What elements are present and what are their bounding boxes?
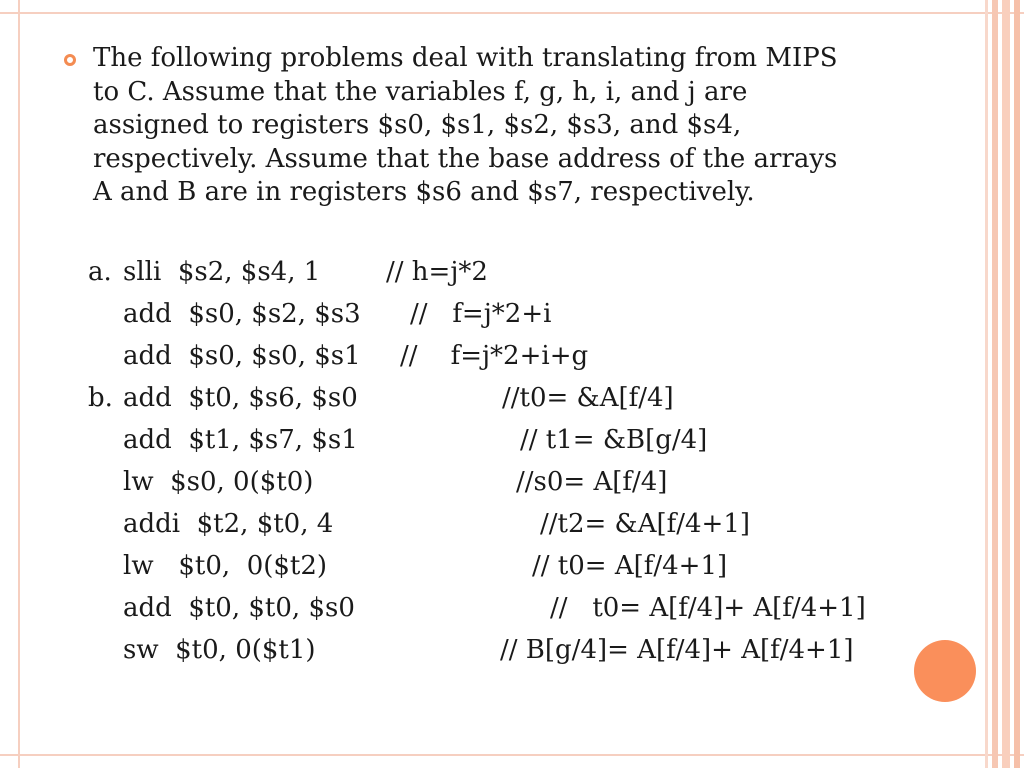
comment: // f=j*2+i+g <box>400 341 589 371</box>
frame-line-left <box>18 0 20 768</box>
code-line-b3 <box>88 462 668 502</box>
instruction: add $t0, $t0, $s0 <box>123 593 355 623</box>
instruction: addi $t2, $t0, 4 <box>123 509 334 539</box>
instruction: lw $s0, 0($t0) <box>123 467 314 497</box>
instruction: add $t1, $s7, $s1 <box>123 425 358 455</box>
stripe <box>1014 0 1020 768</box>
code-line-b6 <box>88 588 866 628</box>
frame-line-top <box>0 12 1024 14</box>
code-line-a2 <box>88 294 552 334</box>
stripe <box>1002 0 1010 768</box>
bullet-ring-icon <box>64 54 76 66</box>
problem-marker-a: a. <box>88 257 112 287</box>
comment: // f=j*2+i <box>410 299 552 329</box>
intro-text: The following problems deal with translating from MIPS to C. Assume that the variables f, g, h, i, and j are assigned to registers $s0, $s1, $s2, $s3, and $s4, respectively. Assume that the base address of the arrays A and B are in registers $s6 and $s7, respectively. <box>93 43 838 208</box>
instruction: add $s0, $s2, $s3 <box>123 299 361 329</box>
problem-marker-b: b. <box>88 383 113 413</box>
code-line-a1 <box>88 252 488 292</box>
stripe <box>992 0 998 768</box>
comment: //s0= A[f/4] <box>516 467 668 497</box>
comment: // t1= &B[g/4] <box>520 425 708 455</box>
code-line-b2 <box>88 420 708 460</box>
decorative-stripes <box>976 0 1024 768</box>
frame-line-bottom <box>0 754 1024 756</box>
code-line-b5 <box>88 546 728 586</box>
comment: // B[g/4]= A[f/4]+ A[f/4+1] <box>500 635 854 665</box>
code-line-a3 <box>88 336 589 376</box>
instruction: add $s0, $s0, $s1 <box>123 341 361 371</box>
comment: //t0= &A[f/4] <box>502 383 674 413</box>
instruction: slli $s2, $s4, 1 <box>123 257 321 287</box>
code-line-b4 <box>88 504 751 544</box>
instruction: add $t0, $s6, $s0 <box>123 383 358 413</box>
intro-bullet <box>64 42 854 210</box>
comment: // t0= A[f/4]+ A[f/4+1] <box>550 593 866 623</box>
stripe <box>985 0 988 768</box>
instruction: sw $t0, 0($t1) <box>123 635 316 665</box>
decorative-circle <box>914 640 976 702</box>
comment: //t2= &A[f/4+1] <box>540 509 751 539</box>
comment: // h=j*2 <box>386 257 488 287</box>
code-line-b7 <box>88 630 854 670</box>
comment: // t0= A[f/4+1] <box>532 551 728 581</box>
instruction: lw $t0, 0($t2) <box>123 551 328 581</box>
code-line-b1 <box>88 378 674 418</box>
